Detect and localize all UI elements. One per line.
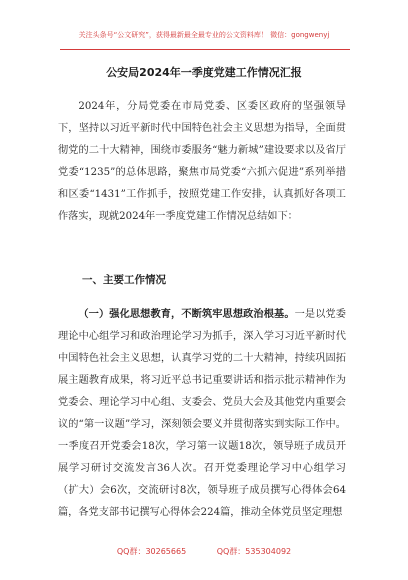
section-heading: 一、主要工作情况 <box>82 274 166 286</box>
footer-qq-1: QQ群：30265665 <box>116 547 187 556</box>
header-divider <box>60 49 350 50</box>
header-banner: 关注头条号“公文研究”，获得最新最全最专业的公文资料库！ 微信：gongwenyj <box>78 31 330 39</box>
document-title: 公安局2024年一季度党建工作情况汇报 <box>106 66 302 79</box>
subsection-body: 一是以党委理论中心组学习和政治理论学习为抓手，深入学习习近平新时代中国特色社会主义思想，认真学习党的二十大精神，持续巩固拓展主题教育成果，将习近平总书记重要讲话和指示批示精神作为党委会、理论学习中心组、支委会、党员大会及其他党内重要会议的“第一议题”学习，深刻领会要义并贯彻落实到实际工作中。一季度召开党委会18次，学习第一议题18次，领导班子成员开展学习研讨交流发言36人次。召开党委理论学习中心组学习（扩大）会6次，交流研讨8次，领导班子成员撰写心得体会64篇，各党支部书记撰写心得体会224篇，推动全体党员坚定理想 <box>58 309 346 518</box>
subsection-lead: （一）强化思想教育，不断筑牢思想政治根基。 <box>78 309 295 320</box>
subsection-paragraph <box>58 304 346 524</box>
footer-contacts <box>0 546 408 557</box>
intro-paragraph: 2024年，分局党委在市局党委、区委区政府的坚强领导下，坚持以习近平新时代中国特色社会主义思想为指导，全面贯彻党的二十大精神，围绕市委服务“魅力新城”建设要求以及省厅党委“1235”的总体思路，聚焦市局党委“六抓六促进”系列举措和区委“1431”工作抓手，按照党建工作安排，认真抓好各项工作落实，现就2024年一季度党建工作情况总结如下： <box>58 101 346 222</box>
footer-qq-2: QQ群：535304092 <box>216 547 292 556</box>
